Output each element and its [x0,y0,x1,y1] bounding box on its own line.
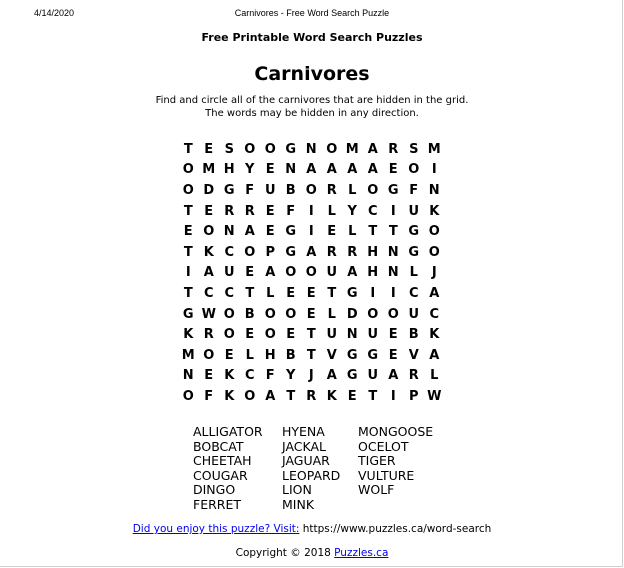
grid-cell: R [326,182,337,198]
grid-cell: O [244,244,256,260]
print-date: 4/14/2020 [34,8,75,18]
grid-cell: A [326,162,337,178]
grid-cell: N [285,162,297,178]
grid-cell: D [346,306,358,322]
grid-cell: T [183,141,193,157]
word-list-column-3 [358,425,433,498]
grid-cell: A [244,224,255,240]
grid-cell: F [286,203,296,219]
grid-cell: O [264,327,276,343]
grid-cell: C [408,285,419,301]
grid-cell: A [367,162,378,178]
grid-cell: O [408,162,420,178]
word-list-item: FERRET [193,496,241,512]
grid-cell: K [203,244,214,260]
word-list-item: CHEETAH [193,453,252,468]
enjoy-puzzle-link[interactable]: Did you enjoy this puzzle? Visit: [132,523,300,535]
word-list-item: OCELOT [358,438,409,454]
grid-cell: U [367,368,379,384]
grid-cell: O [428,244,440,260]
grid-cell: H [367,265,379,281]
copyright-text: Copyright © 2018 [235,547,331,559]
grid-cell: K [224,388,235,404]
grid-cell: F [265,368,275,384]
grid-cell: V [408,347,419,363]
grid-cell: I [431,162,437,178]
word-list-item: MONGOOSE [358,424,434,439]
grid-cell: S [409,141,419,157]
grid-cell: R [306,388,317,404]
grid-cell: T [388,224,398,240]
grid-cell: U [223,265,235,281]
grid-cell: G [223,182,235,198]
grid-cell: G [285,141,297,157]
grid-cell: G [408,224,420,240]
grid-cell: O [203,224,215,240]
instructions [0,94,624,120]
grid-cell: G [408,244,420,260]
grid-cell: O [428,224,440,240]
grid-cell: N [346,327,358,343]
grid-cell: E [204,203,214,219]
grid-cell: L [327,203,336,219]
grid-cell: E [265,224,275,240]
grid-cell: D [203,182,215,198]
grid-cell: E [286,327,296,343]
grid-cell: L [430,368,439,384]
grid-cell: P [265,244,276,260]
grid-cell: B [408,327,419,343]
grid-cell: T [368,388,378,404]
grid-cell: O [182,162,194,178]
grid-cell: I [308,224,314,240]
grid-cell: I [308,203,314,219]
grid-cell: O [203,347,215,363]
grid-cell: E [388,347,398,363]
grid-cell: A [429,347,440,363]
grid-cell: T [245,285,255,301]
grid-cell: O [264,306,276,322]
grid-cell: E [204,141,214,157]
grid-cell: A [347,162,358,178]
grid-cell: O [285,306,297,322]
grid-cell: E [306,306,316,322]
grid-cell: E [224,347,234,363]
grid-cell: A [347,265,358,281]
grid-cell: K [224,368,235,384]
grid-cell: O [223,327,235,343]
grid-cell: N [182,368,194,384]
grid-cell: M [427,141,441,157]
grid-cell: O [244,141,256,157]
grid-cell: T [327,285,337,301]
grid-cell: G [285,224,297,240]
grid-cell: R [408,368,419,384]
grid-cell: B [285,347,296,363]
grid-cell: I [185,265,191,281]
grid-cell: K [429,203,440,219]
word-list-item: COUGAR [193,467,248,483]
grid-cell: E [183,224,193,240]
grid-cell: L [245,347,254,363]
word-list-item: VULTURE [358,467,415,483]
grid-cell: O [326,141,338,157]
grid-cell: H [367,244,379,260]
grid-cell: A [367,141,378,157]
grid-cell: A [306,244,317,260]
grid-cell: F [409,182,419,198]
grid-cell: R [326,244,337,260]
puzzle-title: Carnivores [254,63,370,85]
grid-cell: C [244,368,255,384]
grid-cell: E [327,224,337,240]
grid-cell: R [203,327,214,343]
word-search-grid [178,139,445,407]
grid-cell: E [245,265,255,281]
grid-cell: C [224,285,235,301]
grid-cell: U [326,265,338,281]
grid-cell: H [223,162,235,178]
grid-cell: M [202,162,216,178]
grid-cell: A [306,162,317,178]
word-list-item: TIGER [358,453,396,468]
grid-cell: M [181,347,195,363]
word-list-item: JACKAL [282,438,327,454]
grid-cell: E [388,162,398,178]
grid-cell: T [183,203,193,219]
grid-cell: E [347,388,357,404]
site-header: Free Printable Word Search Puzzles [201,31,423,44]
word-list-item: BOBCAT [193,438,244,454]
grid-cell: I [390,203,396,219]
grid-cell: W [427,388,442,404]
grid-cell: T [306,347,316,363]
grid-cell: L [327,306,336,322]
grid-cell: Y [286,368,296,384]
puzzles-ca-link[interactable]: Puzzles.ca [334,547,389,559]
grid-cell: L [266,285,275,301]
grid-cell: E [286,285,296,301]
grid-cell: N [305,141,317,157]
word-list-column-1 [193,425,263,512]
grid-cell: J [308,368,314,384]
grid-cell: O [285,265,297,281]
grid-cell: Y [245,162,255,178]
grid-cell: R [224,203,235,219]
grid-cell: N [428,182,440,198]
grid-cell: C [224,244,235,260]
grid-cell: A [429,285,440,301]
word-list-item: HYENA [282,424,325,439]
grid-cell: E [245,327,255,343]
word-list-item: DINGO [193,482,236,497]
grid-cell: I [390,285,396,301]
grid-cell: O [264,141,276,157]
grid-cell: O [182,388,194,404]
grid-cell: W [201,306,216,322]
copyright [0,547,624,559]
grid-cell: G [182,306,194,322]
site-url: https://www.puzzles.ca/word-search [302,523,492,535]
grid-cell: T [183,285,193,301]
grid-cell: O [305,182,317,198]
grid-cell: O [182,182,194,198]
grid-cell: G [346,285,358,301]
grid-cell: R [388,141,399,157]
word-list-column-2 [282,425,340,512]
grid-cell: S [224,141,234,157]
grid-cell: O [367,306,379,322]
grid-cell: A [326,368,337,384]
grid-cell: T [306,327,316,343]
grid-cell: N [387,244,399,260]
grid-cell: U [408,306,420,322]
grid-cell: K [429,327,440,343]
grid-cell: B [285,182,296,198]
grid-cell: E [204,368,214,384]
grid-cell: U [326,327,338,343]
word-list-item: WOLF [358,482,395,497]
grid-cell: K [326,388,337,404]
grid-cell: G [387,182,399,198]
grid-cell: E [388,327,398,343]
grid-cell: P [408,388,419,404]
grid-cell: M [345,141,359,157]
footer-visit [0,523,624,535]
grid-cell: G [346,347,358,363]
grid-cell: G [285,244,297,260]
instructions-line-1: Find and circle all of the carnivores that are hidden in the grid. [155,95,469,106]
grid-cell: T [368,224,378,240]
grid-cell: G [367,347,379,363]
grid-cell: H [264,347,276,363]
grid-cell: E [265,162,275,178]
grid-cell: U [408,203,420,219]
grid-cell: U [264,182,276,198]
grid-cell: F [204,388,214,404]
grid-cell: V [326,347,337,363]
grid-cell: A [265,265,276,281]
grid-cell: E [306,285,316,301]
grid-cell: R [244,203,255,219]
grid-cell: C [429,306,440,322]
grid-cell: J [431,265,437,281]
word-list-item: JAGUAR [282,453,330,468]
grid-cell: L [348,182,357,198]
word-list-item: ALLIGATOR [193,424,263,439]
grid-cell: O [367,182,379,198]
grid-cell: E [265,203,275,219]
grid-cell: C [367,203,378,219]
grid-cell: F [245,182,255,198]
grid-cell: C [203,285,214,301]
grid-cell: I [390,388,396,404]
grid-cell: G [346,368,358,384]
grid-cell: O [305,265,317,281]
grid-cell: N [387,265,399,281]
grid-cell: N [223,224,235,240]
word-list-item: LION [282,482,312,497]
grid-cell: A [203,265,214,281]
print-page-title: Carnivores - Free Word Search Puzzle [234,8,390,18]
grid-cell: K [183,327,194,343]
grid-cell: B [244,306,255,322]
grid-cell: A [265,388,276,404]
grid-cell: Y [347,203,357,219]
instructions-line-2: The words may be hidden in any direction. [205,108,419,119]
grid-cell: R [347,244,358,260]
grid-cell: O [387,306,399,322]
grid-cell: A [388,368,399,384]
grid-cell: O [244,388,256,404]
grid-cell: O [223,306,235,322]
grid-cell: T [183,244,193,260]
grid-cell: U [367,327,379,343]
grid-cell: L [348,224,357,240]
grid-cell: T [286,388,296,404]
word-list-item: LEOPARD [282,467,341,483]
grid-cell: L [409,265,418,281]
grid-cell: I [370,285,376,301]
word-list-item: MINK [282,496,315,512]
